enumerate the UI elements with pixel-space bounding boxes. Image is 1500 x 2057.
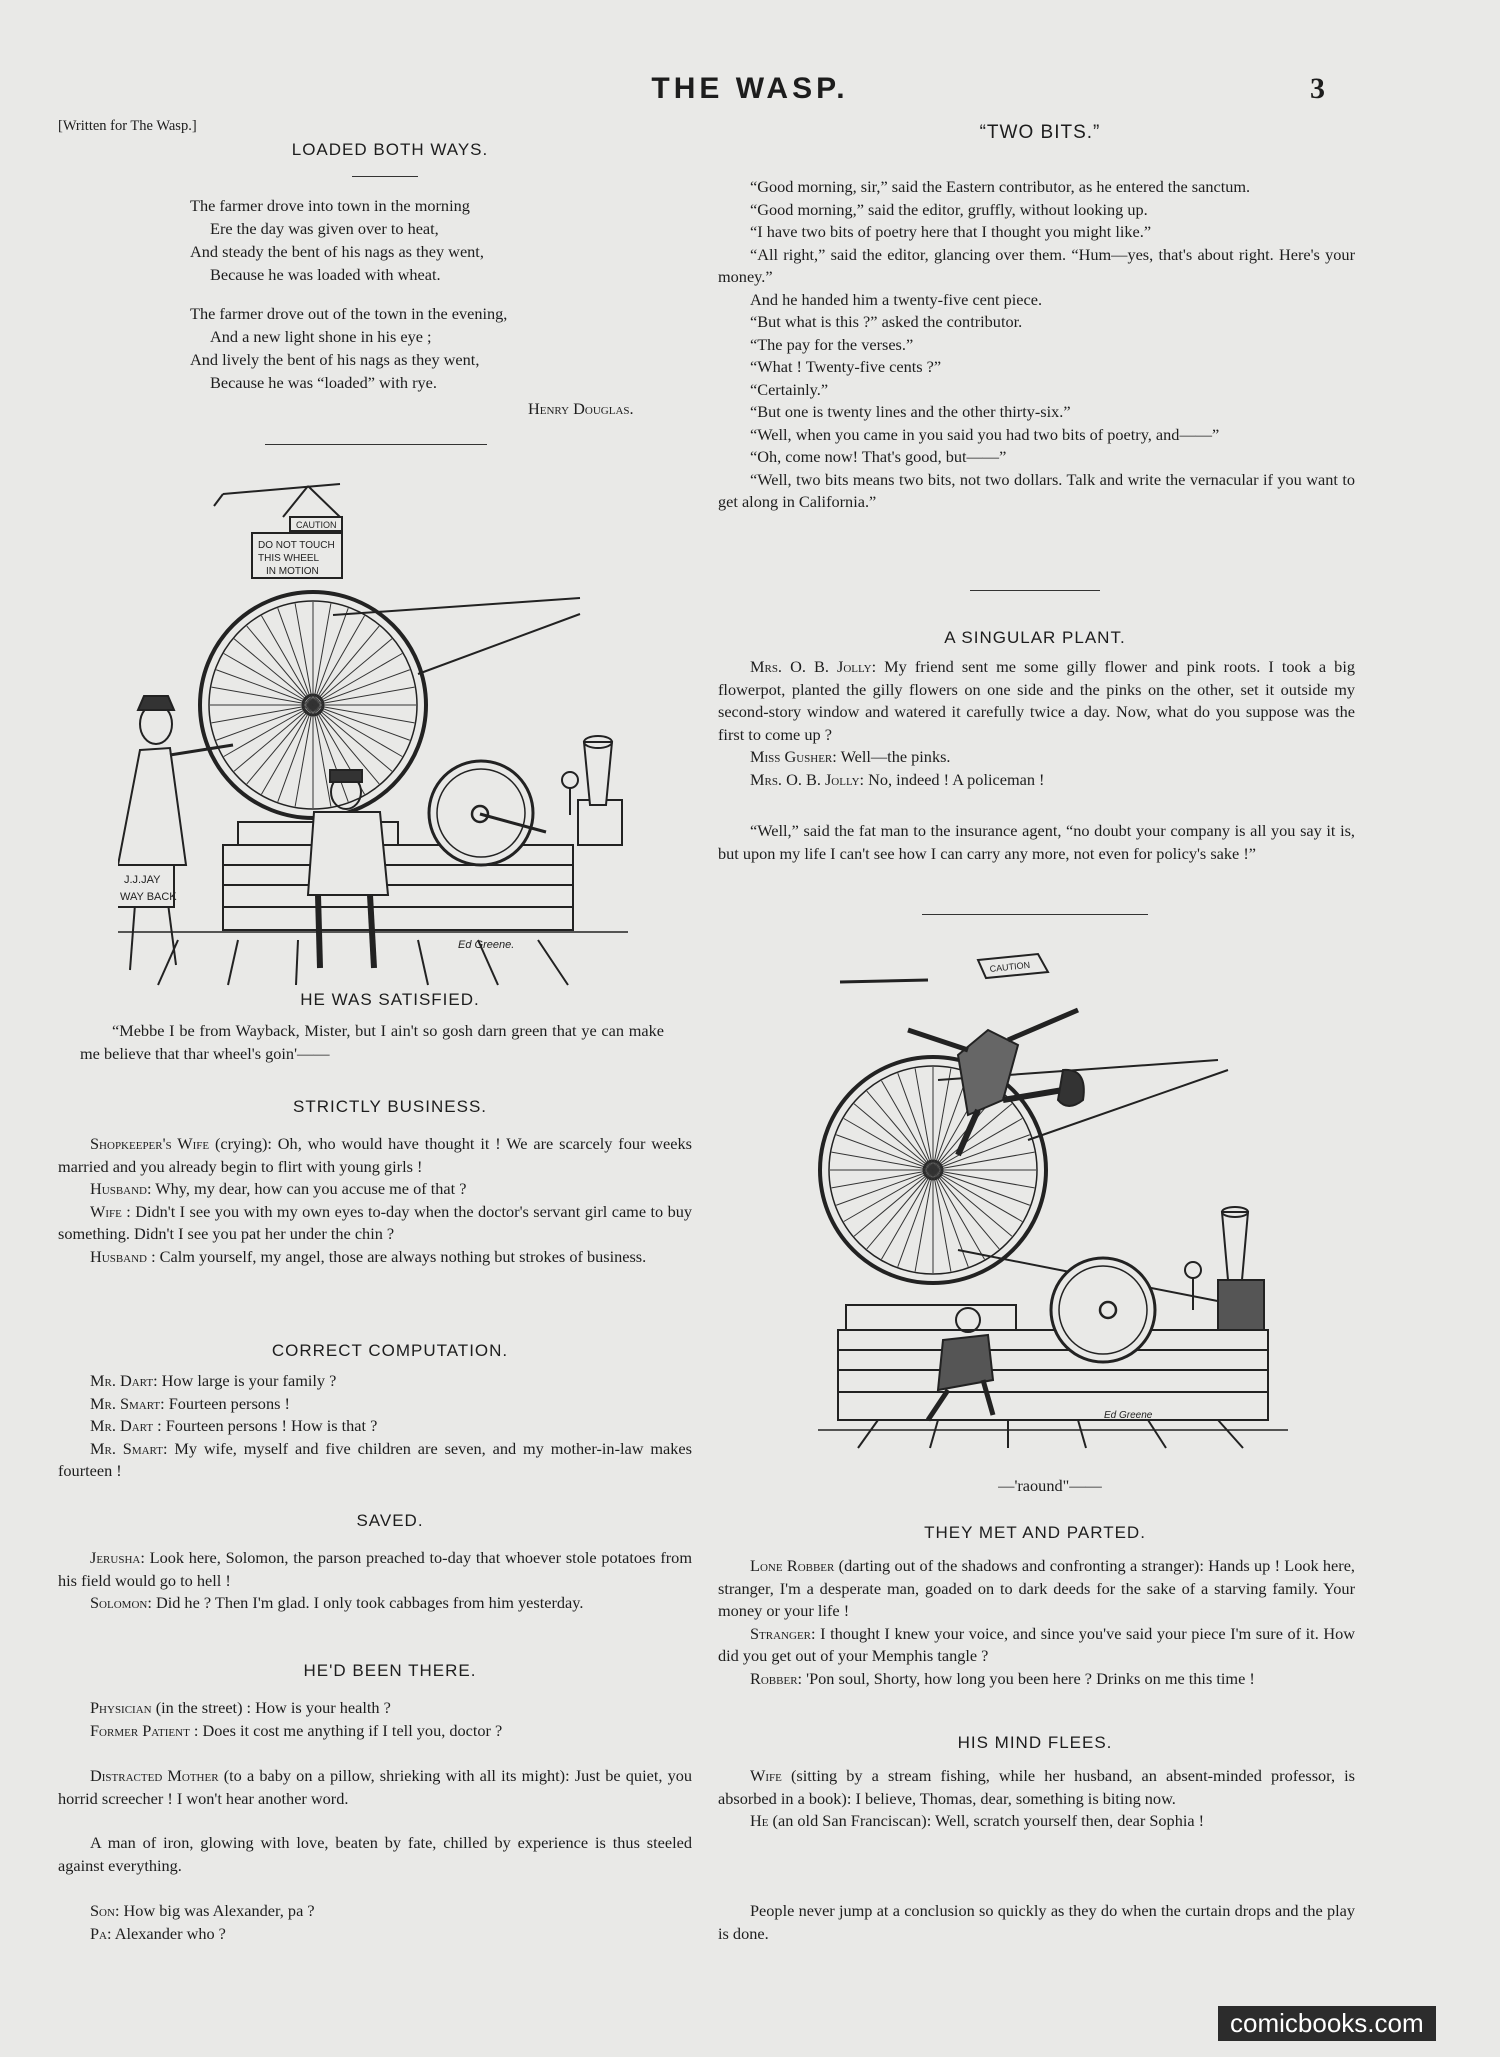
cartoon-wheel-illustration [118,470,628,990]
divider [352,176,418,177]
poem-author: Henry Douglas. [528,399,634,418]
cartoon-2-caption: —'raound"—— [998,1476,1102,1495]
written-for-note: [Written for The Wasp.] [58,118,197,134]
his-mind-flees-text: Wife (sitting by a stream fishing, while her husband, an absent-minded professor, is absorbed in a book): I believe, Thomas, dear, something is biting now. He (an old San Franciscan): Well, scratch yourself then, dear Sophia ! [718,1766,1355,1830]
curtain-text: People never jump at a conclusion so quickly as they do when the curtain drops and the play is done. [718,1901,1355,1943]
singular-plant-text: Mrs. O. B. Jolly: My friend sent me some gilly flower and pink roots. I took a big flowerpot, planted the gilly flowers on one side and the pinks on the other, set it outside my second-story window and watered it carefully twice a day. Now, what do you suppose was the first to come up ? Miss Gusher: Well—the pinks. Mrs. O. B. Jolly: No, indeed ! A policeman ! [718,657,1355,789]
cartoon-wheel-aftermath-illustration [818,950,1288,1450]
divider [922,914,1148,915]
saved-text: Jerusha: Look here, Solomon, the parson preached to-day that whoever stole potatoes from his field would go to hell ! Solomon: Did he ? Then I'm glad. I only took cabbages from him yesterday. [58,1548,692,1612]
section-title-strictly-business: STRICTLY BUSINESS. [292,1097,488,1116]
section-title-his-mind-flees: HIS MIND FLEES. [957,1733,1113,1752]
met-and-parted-text: Lone Robber (darting out of the shadows and confronting a stranger): Hands up ! Look here, stranger, I'm a desperate man, goaded on to dark deeds for the sake of a starving family. Your money or your life ! Stranger: I thought I knew your voice, and since you've said your piece I'm sure of it. How did you get out of your Memphis tangle ? Robber: 'Pon soul, Shorty, how long you been here ? Drinks on me this time ! [718,1556,1355,1688]
section-title-two-bits: “TWO BITS.” [979,122,1101,143]
poem-stanza-2: The farmer drove out of the town in the evening, And a new light shone in his eye ; And lively the bent of his nags as they went, Because he was “loaded” with rye. [190,304,508,392]
sign-line-1: DO NOT TOUCH [258,540,335,551]
cartoon-caption-text: “Mebbe I be from Wayback, Mister, but I ain't so gosh darn green that ye can make me believe that thar wheel's goin'—— [80,1021,664,1063]
poem-stanza-1: The farmer drove into town in the morning Ere the day was given over to heat, And steady the bent of his nags as they went, Because he was loaded with wheat. [190,196,484,284]
section-title-singular-plant: A SINGULAR PLANT. [944,628,1126,647]
bag-label-1: J.J.JAY [124,874,161,886]
divider [970,590,1100,591]
strictly-business-text: Shopkeeper's Wife (crying): Oh, who would have thought it ! We are scarcely four weeks married and you already begin to flirt with young girls ! Husband: Why, my dear, how can you accuse me of that ? Wife : Didn't I see you with my own eyes to-day when the doctor's servant girl came to buy something. Didn't I see you pat her under the chin ? Husband : Calm yourself, my angel, those are always nothing but strokes of business. [58,1134,692,1266]
artist-signature: Ed Greene [1104,1410,1153,1421]
caution-sign-label: CAUTION [296,520,337,530]
section-title-hed-been-there: HE'D BEEN THERE. [303,1661,477,1680]
cartoon-caption-title: HE WAS SATISFIED. [300,990,480,1009]
section-title-saved: SAVED. [356,1511,424,1530]
sign-line-2: THIS WHEEL [258,553,320,564]
poem-title: LOADED BOTH WAYS. [291,140,489,159]
hed-been-there-text: Physician (in the street) : How is your health ? Former Patient : Does it cost me anything if I tell you, doctor ? [90,1698,503,1740]
artist-signature: Ed Greene. [458,939,515,951]
two-bits-text: “Good morning, sir,” said the Eastern contributor, as he entered the sanctum. “Good morning,” said the editor, gruffly, without looking up. “I have two bits of poetry here that I thought you might like.” “All right,” said the editor, glancing over them. “Hum—yes, that's about right. Here's your money.” And he handed him a twenty-five cent piece. “But what is this ?” asked the contributor. “The pay for the verses.” “What ! Twenty-five cents ?” “Certainly.” “But one is twenty lines and the other thirty-six.” “Well, when you came in you said you had two bits of poetry, and——” “Oh, come now! That's good, but——” “Well, two bits means two bits, not two dollars. Talk and write the vernacular if you want to get along in California.” [718,177,1355,511]
masthead-title: THE WASP. [651,72,849,105]
section-title-correct-computation: CORRECT COMPUTATION. [271,1341,509,1360]
correct-computation-text: Mr. Dart: How large is your family ? Mr. Smart: Fourteen persons ! Mr. Dart : Fourteen persons ! How is that ? Mr. Smart: My wife, myself and five children are seven, and my mother-in-law makes fourteen ! [58,1371,692,1480]
bag-label-2: WAY BACK [120,891,177,903]
man-of-iron-text: A man of iron, glowing with love, beaten by fate, chilled by experience is thus steeled against everything. [58,1833,692,1875]
caution-sign-label: CAUTION [989,959,1031,974]
fat-man-text: “Well,” said the fat man to the insurance agent, “no doubt your company is all you say it is, but upon my life I can't see how I can carry any more, not even for policy's sake !” [718,821,1355,863]
page-number: 3 [1310,72,1325,105]
section-title-met-and-parted: THEY MET AND PARTED. [924,1523,1146,1542]
site-watermark[interactable]: comicbooks.com [1218,2006,1436,2041]
divider [265,444,487,445]
distracted-mother-text: Distracted Mother (to a baby on a pillow, shrieking with all its might): Just be quiet, you horrid screecher ! I won't hear another word. [58,1766,692,1808]
sign-line-3: IN MOTION [266,566,319,577]
alexander-text: Son: How big was Alexander, pa ? Pa: Alexander who ? [90,1901,315,1943]
